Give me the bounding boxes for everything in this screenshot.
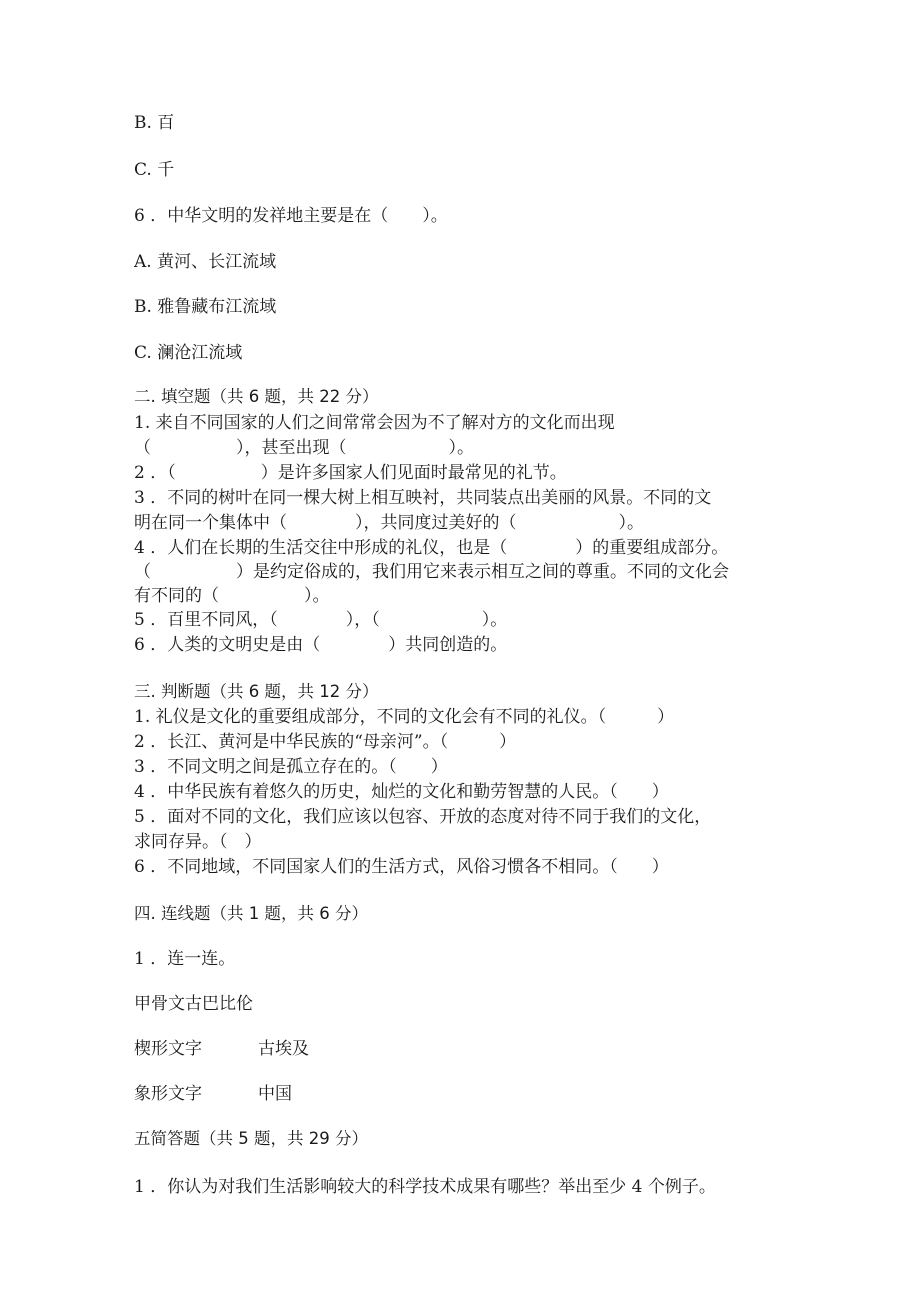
true-false-heading: 三. 判断题（共 6 题，共 12 分） bbox=[134, 682, 379, 701]
option-b: B. 百 bbox=[134, 113, 175, 133]
matching-left: 楔形文字 bbox=[134, 1039, 202, 1059]
true-false-line: 4 ．中华民族有着悠久的历史，灿烂的文化和勤劳智慧的人民。（ ） bbox=[134, 782, 669, 802]
fill-blank-line: 1. 来自不同国家的人们之间常常会因为不了解对方的文化而出现 bbox=[134, 413, 615, 433]
fill-blank-line: 2 ．（ ）是许多国家人们见面时最常见的礼节。 bbox=[134, 463, 567, 483]
true-false-line: 5 ．面对不同的文化，我们应该以包容、开放的态度对待不同于我们的文化， bbox=[134, 807, 712, 827]
fill-blank-line: 有不同的（ ）。 bbox=[134, 586, 330, 606]
option-c: C. 千 bbox=[134, 160, 175, 180]
short-answer-question: 1 ．你认为对我们生活影响较大的科学技术成果有哪些？举出至少 4 个例子。 bbox=[134, 1177, 716, 1197]
true-false-line: 求同存异。（ ） bbox=[134, 832, 262, 852]
matching-left: 甲骨文 bbox=[134, 994, 185, 1014]
fill-blank-line: 6 ．人类的文明史是由（ ）共同创造的。 bbox=[134, 635, 508, 655]
matching-right: 古埃及 bbox=[258, 1039, 309, 1059]
fill-blank-line: （ ），甚至出现（ ）。 bbox=[134, 438, 474, 458]
matching-right: 古巴比伦 bbox=[185, 994, 253, 1014]
q6-option-a: A. 黄河、长江流域 bbox=[134, 252, 277, 272]
fill-blank-line: 4 ．人们在长期的生活交往中形成的礼仪，也是（ ）的重要组成部分。 bbox=[134, 538, 729, 558]
fill-blank-line: 3 ．不同的树叶在同一棵大树上相互映衬，共同装点出美丽的风景。不同的文 bbox=[134, 488, 712, 508]
matching-heading: 四. 连线题（共 1 题，共 6 分） bbox=[134, 904, 368, 923]
matching-row bbox=[134, 1038, 434, 1060]
fill-blank-line: 5 ．百里不同风，（ ），（ ）。 bbox=[134, 610, 508, 630]
matching-left: 象形文字 bbox=[134, 1084, 202, 1104]
matching-row bbox=[134, 1083, 434, 1105]
short-answer-heading: 五简答题（共 5 题，共 29 分） bbox=[134, 1129, 368, 1148]
true-false-line: 6 ．不同地域，不同国家人们的生活方式，风俗习惯各不相同。（ ） bbox=[134, 857, 669, 877]
q6-option-b: B. 雅鲁藏布江流域 bbox=[134, 297, 277, 317]
q6-option-c: C. 澜沧江流域 bbox=[134, 343, 243, 363]
true-false-line: 2 ．长江、黄河是中华民族的“母亲河”。（ ） bbox=[134, 732, 517, 752]
fill-blank-line: （ ）是约定俗成的，我们用它来表示相互之间的尊重。不同的文化会 bbox=[134, 562, 729, 582]
fill-blank-heading: 二. 填空题（共 6 题，共 22 分） bbox=[134, 387, 379, 406]
matching-question: 1 ．连一连。 bbox=[134, 949, 236, 969]
matching-right: 中国 bbox=[258, 1084, 292, 1104]
true-false-line: 1. 礼仪是文化的重要组成部分，不同的文化会有不同的礼仪。（ ） bbox=[134, 707, 675, 727]
matching-row bbox=[134, 993, 253, 1015]
true-false-line: 3 ．不同文明之间是孤立存在的。（ ） bbox=[134, 757, 448, 777]
question-6: 6 ．中华文明的发祥地主要是在（ ）。 bbox=[134, 206, 448, 226]
fill-blank-line: 明在同一个集体中（ ），共同度过美好的（ ）。 bbox=[134, 513, 644, 533]
